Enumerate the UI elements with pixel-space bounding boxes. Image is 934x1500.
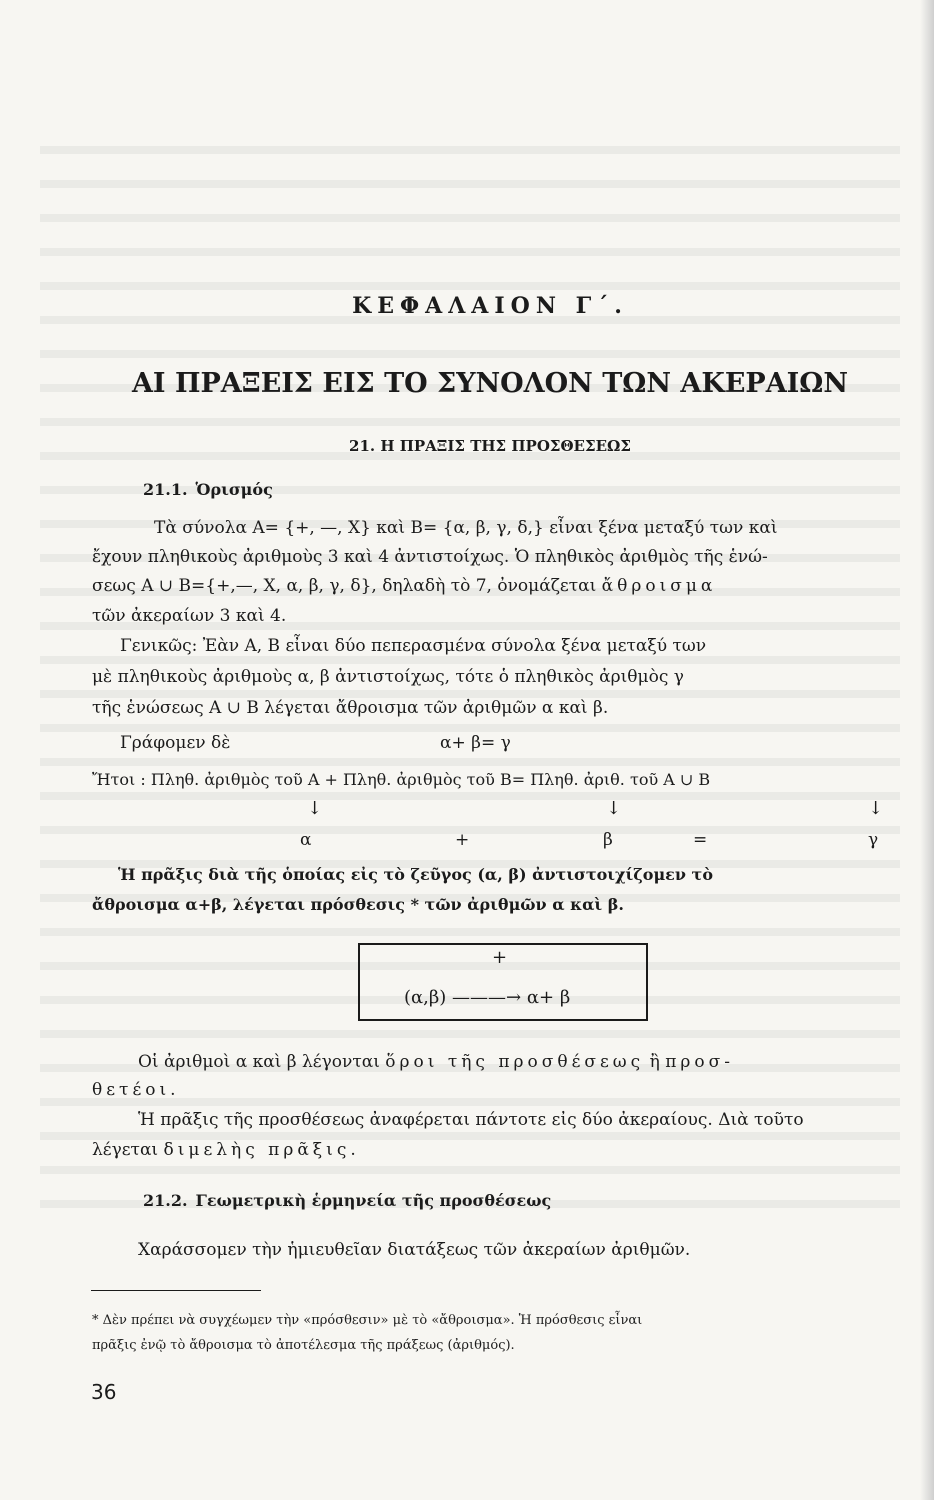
subsection-title: Γεωμετρικὴ ἑρμηνεία τῆς προσθέσεως [195,1191,552,1210]
term-operands: ὅροι τῆς προσθέσεως [385,1052,645,1072]
text-span: ἢ [644,1052,666,1072]
chapter-title: ΑΙ ΠΡΑΞΕΙΣ ΕΙΣ ΤΟ ΣΥΝΟΛΟΝ ΤΩΝ ΑΚΕΡΑΙΩΝ [131,368,849,399]
text-line: τῶν ἀκεραίων 3 καὶ 4. [92,606,287,626]
text-line [138,1052,734,1072]
text-line: Ἡ πρᾶξις τῆς προσθέσεως ἀναφέρεται πάντοτε εἰς δύο ἀκεραίους. Διὰ τοῦτο [138,1110,804,1130]
definition-line: Ἡ πρᾶξις διὰ τῆς ὁποίας εἰς τὸ ζεῦγος (α, β) ἀντιστοιχίζομεν τὸ [118,865,713,884]
text-span: σεως Α ∪ Β={+,—, Χ, α, β, γ, δ}, δηλαδὴ τὸ 7, ὀνομάζεται [92,576,602,596]
formula-expression: α+ β= γ [440,733,511,753]
operation-box [358,943,648,1021]
text-line: τῆς ἑνώσεως Α ∪ Β λέγεται ἄθροισμα τῶν ἀριθμῶν α καὶ β. [92,698,609,718]
text-line: Χαράσσομεν τὴν ἡμιευθεῖαν διατάξεως τῶν ἀκεραίων ἀριθμῶν. [138,1240,691,1260]
down-arrow-icon: ↓ [307,798,323,819]
text-line [92,576,716,596]
formula-label: Γράφομεν δὲ [120,733,231,753]
text-line [92,1140,360,1160]
symbol-alpha: α [300,830,312,850]
definition-line: ἄθροισμα α+β, λέγεται πρόσθεσις * τῶν ἀριθμῶν α καὶ β. [92,895,624,914]
term-binary-operation: διμελὴς πρᾶξις. [163,1140,360,1160]
down-arrow-icon: ↓ [606,798,622,819]
symbol-gamma: γ [868,830,879,850]
chapter-label: ΚΕΦΑΛΑΙΟΝ Γ΄. [352,293,628,319]
formula-equivalence: Ἤτοι : Πληθ. ἀριθμὸς τοῦ Α + Πληθ. ἀριθμὸς τοῦ Β= Πληθ. ἀριθ. τοῦ Α ∪ Β [92,770,711,789]
footnote-line: * Δὲν πρέπει νὰ συγχέωμεν τὴν «πρόσθεσιν» μὲ τὸ «ἄθροισμα». Ἡ πρόσθεσις εἶναι [92,1313,643,1328]
page-edge-shadow [920,0,934,1500]
symbol-beta: β [603,830,613,850]
text-span: λέγεται [92,1140,164,1160]
footnote-line: πρᾶξις ἐνῷ τὸ ἄθροισμα τὸ ἀποτέλεσμα τῆς πράξεως (ἀριθμός). [92,1338,515,1353]
text-span: Οἱ ἀριθμοὶ α καὶ β λέγονται [138,1052,386,1072]
page-number: 36 [91,1380,117,1404]
subsection-heading-definition [143,480,273,499]
box-mapping: (α,β) ———→ α+ β [404,987,571,1008]
symbol-plus: + [455,830,470,850]
term-addends: προσ- [665,1052,734,1072]
section-title: 21. Η ΠΡΑΞΙΣ ΤΗΣ ΠΡΟΣΘΕΣΕΩΣ [349,437,631,455]
subsection-number: 21.2. [143,1191,188,1210]
subsection-number: 21.1. [143,480,188,499]
text-line: μὲ πληθικοὺς ἀριθμοὺς α, β ἀντιστοίχως, τότε ὁ πληθικὸς ἀριθμὸς γ [92,667,684,687]
subsection-title: Ὁρισμός [195,480,273,499]
text-line: θετέοι. [92,1080,180,1100]
text-line: ἔχουν πληθικοὺς ἀριθμοὺς 3 καὶ 4 ἀντιστοίχως. Ὁ πληθικὸς ἀριθμὸς τῆς ἑνώ- [92,547,768,567]
term-sum: ἄθροισμα [601,576,717,596]
footnote-rule [91,1290,261,1291]
text-line: Τὰ σύνολα Α= {+, —, Χ} καὶ Β= {α, β, γ, δ,} εἶναι ξένα μεταξύ των καὶ [154,518,778,538]
down-arrow-icon: ↓ [868,798,884,819]
box-operator: + [492,947,508,968]
subsection-heading-geometric [143,1191,551,1210]
text-line: Γενικῶς: Ἐὰν Α, Β εἶναι δύο πεπερασμένα σύνολα ξένα μεταξύ των [120,636,707,656]
symbol-equals: = [693,830,708,850]
